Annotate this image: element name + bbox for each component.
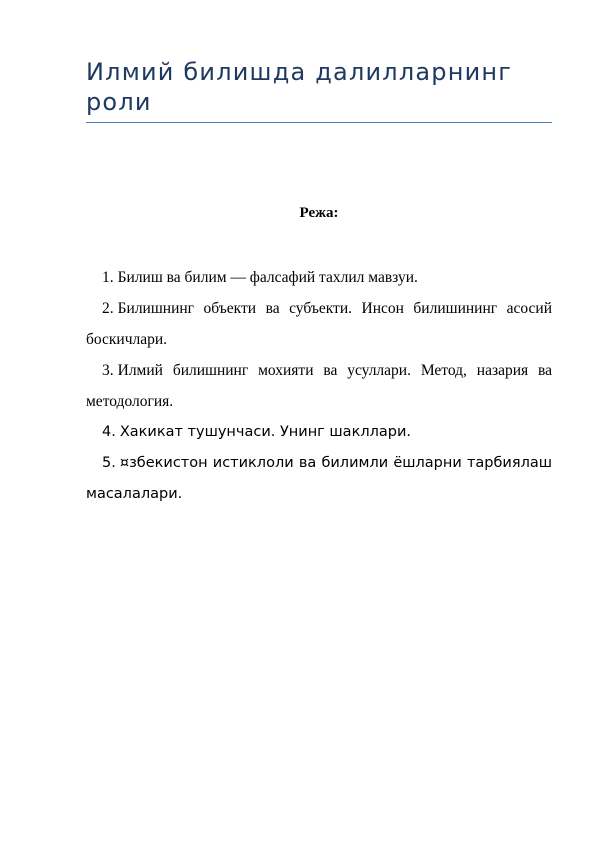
plan-item-text: ¤збекистон истиклоли ва билимли ёшларни тарбиялаш масалалари. — [86, 455, 552, 502]
plan-item-text-wrap — [86, 448, 552, 510]
plan-item-text: Илмий билишнинг мохияти ва усуллари. Метод, назария ва методология. — [86, 362, 552, 410]
plan-item-number: 2. — [102, 300, 114, 317]
plan-item-text-wrap — [86, 293, 552, 355]
plan-list — [86, 262, 552, 510]
plan-item — [86, 293, 552, 355]
plan-item-text: Хакикат тушунчаси. Унинг шакллари. — [119, 424, 411, 440]
document-title: Илмий билишда далилларнинг роли — [86, 58, 513, 116]
plan-item — [86, 448, 552, 510]
plan-item-text: Билишнинг объекти ва субъекти. Инсон билишининг асосий боскичлари. — [86, 300, 552, 348]
plan-item-number: 4. — [102, 424, 116, 440]
plan-item-text: Билиш ва билим — фалсафий тахлил мавзуи. — [117, 269, 418, 286]
plan-item-text-wrap — [86, 262, 552, 293]
title-underline — [86, 122, 552, 123]
plan-heading: Режа: — [299, 205, 339, 221]
plan-item-text-wrap — [86, 355, 552, 417]
plan-item-number: 3. — [102, 362, 114, 379]
plan-item-number: 5. — [102, 455, 116, 471]
plan-item — [86, 417, 552, 448]
plan-item-text-wrap — [86, 417, 552, 448]
plan-item — [86, 262, 552, 293]
plan-item — [86, 355, 552, 417]
plan-item-number: 1. — [102, 269, 114, 286]
